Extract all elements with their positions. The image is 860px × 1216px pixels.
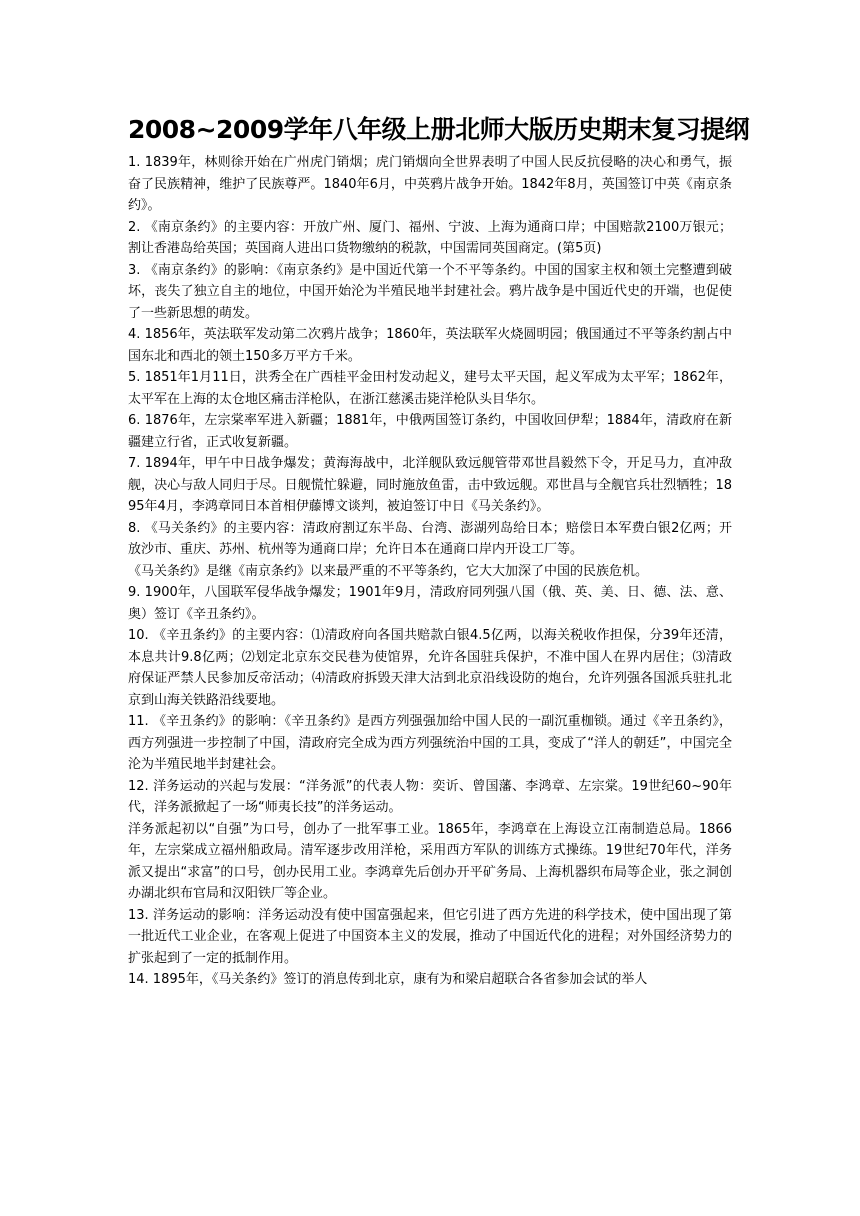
document-page [128,113,750,991]
paragraph-13: 13. 洋务运动的影响：洋务运动没有使中国富强起来，但它引进了西方先进的科学技术，使中国出现了第一批近代工业企业，在客观上促进了中国资本主义的发展，推动了中国近代化的进程；对外国经济势力的扩张起到了一定的抵制作用。 [128,907,732,966]
paragraph-12: 12. 洋务运动的兴起与发展：“洋务派”的代表人物：奕䜣、曾国藩、李鸿章、左宗棠。19世纪60~90年代，洋务派掀起了一场“师夷长技”的洋务运动。 [128,778,732,815]
paragraph-1: 1. 1839年，林则徐开始在广州虎门销烟；虎门销烟向全世界表明了中国人民反抗侵略的决心和勇气，振奋了民族精神，维护了民族尊严。1840年6月，中英鸦片战争开始。1842年8月，英国签订中英《南京条约》。 [128,155,732,213]
paragraph-12-detail: 洋务派起初以“自强”为口号，创办了一批军事工业。1865年，李鸿章在上海设立江南制造总局。1866年，左宗棠成立福州船政局。清军逐步改用洋枪，采用西方军队的训练方式操练。19世纪70年代，洋务派又提出“求富”的口号，创办民用工业。李鸿章先后创办开平矿务局、上海机器织布局等企业，张之洞创办湖北织布官局和汉阳铁厂等企业。 [128,821,732,901]
paragraph-8: 8. 《马关条约》的主要内容：清政府割辽东半岛、台湾、澎湖列岛给日本；赔偿日本军费白银2亿两；开放沙市、重庆、苏州、杭州等为通商口岸；允许日本在通商口岸内开设工厂等。 [128,520,732,557]
paragraph-6: 6. 1876年，左宗棠率军进入新疆；1881年，中俄两国签订条约，中国收回伊犁；1884年，清政府在新疆建立行省，正式收复新疆。 [128,413,732,450]
paragraph-7: 7. 1894年，甲午中日战争爆发；黄海海战中，北洋舰队致远舰管带邓世昌毅然下令，开足马力，直冲敌舰，决心与敌人同归于尽。日舰慌忙躲避，同时施放鱼雷，击中致远舰。邓世昌与全舰官兵壮烈牺牲；1895年4月，李鸿章同日本首相伊藤博文谈判，被迫签订中日《马关条约》。 [128,456,732,514]
paragraph-14: 14. 1895年，《马关条约》签订的消息传到北京，康有为和梁启超联合各省参加会试的举人 [128,972,648,987]
paragraph-9: 9. 1900年，八国联军侵华战争爆发；1901年9月，清政府同列强八国（俄、英、美、日、德、法、意、奥）签订《辛丑条约》。 [128,585,732,622]
paragraph-4: 4. 1856年，英法联军发动第二次鸦片战争；1860年，英法联军火烧圆明园；俄国通过不平等条约割占中国东北和西北的领土150多万平方千米。 [128,327,732,364]
paragraph-3: 3. 《南京条约》的影响：《南京条约》是中国近代第一个不平等条约。中国的国家主权和领土完整遭到破坏，丧失了独立自主的地位，中国开始沦为半殖民地半封建社会。鸦片战争是中国近代史的开端，也促使了一些新思想的萌发。 [128,262,732,321]
document-title: 2008~2009学年八年级上册北师大版历史期末复习提纲 [128,115,750,144]
paragraph-2: 2. 《南京条约》的主要内容：开放广州、厦门、福州、宁波、上海为通商口岸；中国赔款2100万银元；割让香港岛给英国；英国商人进出口货物缴纳的税款，中国需同英国商定。(第5页) [128,219,732,256]
paragraph-11: 11. 《辛丑条约》的影响：《辛丑条约》是西方列强强加给中国人民的一副沉重枷锁。通过《辛丑条约》，西方列强进一步控制了中国，清政府完全成为西方列强统治中国的工具，变成了“洋人的朝廷”，中国完全沦为半殖民地半封建社会。 [128,714,732,772]
paragraph-10: 10. 《辛丑条约》的主要内容：⑴清政府向各国共赔款白银4.5亿两，以海关税收作担保，分39年还清，本息共计9.8亿两；⑵划定北京东交民巷为使馆界，允许各国驻兵保护，不准中国人在界内居住；⑶清政府保证严禁人民参加反帝活动；⑷清政府拆毁天津大沽到北京沿线设防的炮台，允许列强各国派兵驻扎北京到山海关铁路沿线要地。 [128,628,732,708]
paragraph-5: 5. 1851年1月11日，洪秀全在广西桂平金田村发动起义，建号太平天国，起义军成为太平军；1862年，太平军在上海的太仓地区痛击洋枪队，在浙江慈溪击毙洋枪队头目华尔。 [128,370,732,407]
paragraph-8-note: 《马关条约》是继《南京条约》以来最严重的不平等条约，它大大加深了中国的民族危机。 [128,563,649,579]
document-body [128,152,732,991]
